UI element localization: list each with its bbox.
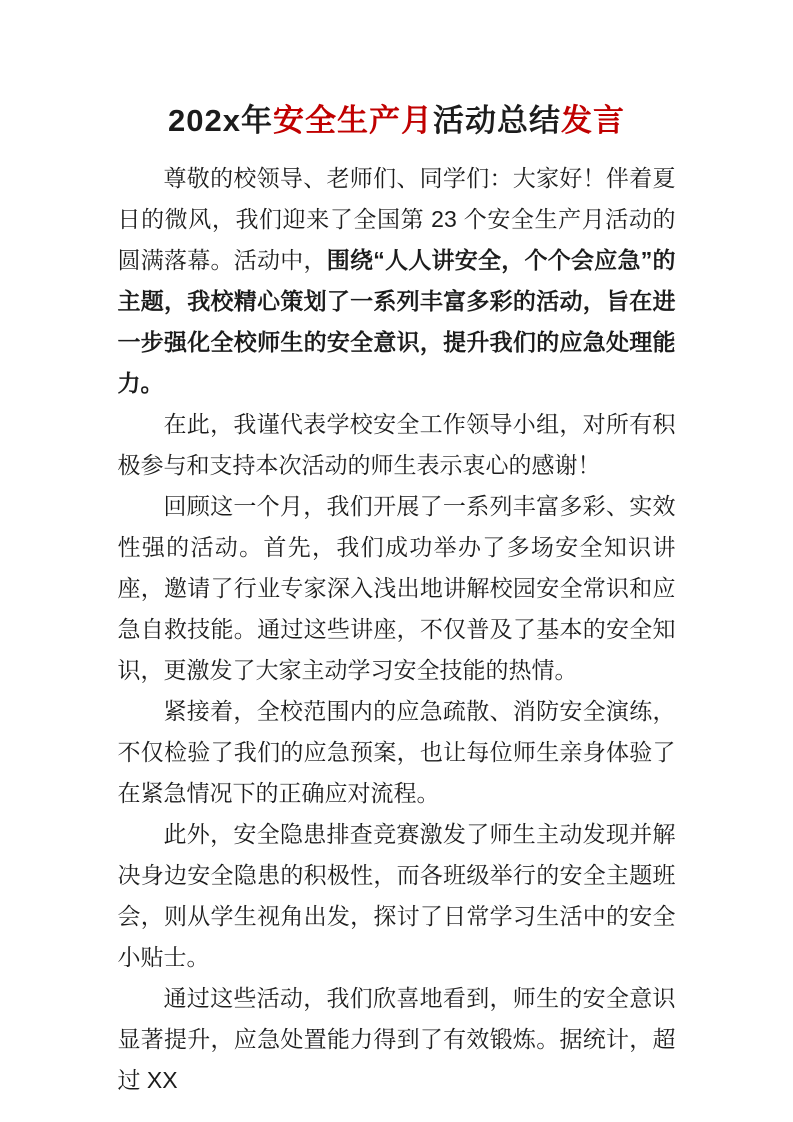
paragraph-run: 在此，我谨代表学校安全工作领导小组，对所有积极参与和支持本次活动的师生表示衷心的感谢！ bbox=[117, 411, 676, 478]
paragraph-run: 尊敬的校领导、老师们、同学们：大家好！伴着夏日的微风，我们迎来了全国第 23 个安全生产月活动的圆满落幕。活动中， bbox=[117, 165, 676, 273]
paragraph bbox=[118, 691, 676, 814]
paragraph bbox=[118, 158, 676, 404]
paragraph-run: 紧接着，全校范围内的应急疏散、消防安全演练，不仅检验了我们的应急预案，也让每位师生亲身体验了在紧急情况下的正确应对流程。 bbox=[117, 698, 676, 806]
paragraph-run: 此外，安全隐患排查竞赛激发了师生主动发现并解决身边安全隐患的积极性，而各班级举行的安全主题班会，则从学生视角出发，探讨了日常学习生活中的安全小贴士。 bbox=[117, 821, 676, 970]
paragraph-run-bold: 围绕“人人讲安全，个个会应急”的主题，我校精心策划了一系列丰富多彩的活动，旨在进一步强化全校师生的安全意识，提升我们的应急处理能力。 bbox=[117, 247, 676, 396]
paragraph bbox=[118, 486, 676, 691]
paragraph-run: 回顾这一个月，我们开展了一系列丰富多彩、实效性强的活动。首先，我们成功举办了多场安全知识讲座，邀请了行业专家深入浅出地讲解校园安全常识和应急自救技能。通过这些讲座，不仅普及了基本的安全知识，更激发了大家主动学习安全技能的热情。 bbox=[117, 493, 676, 683]
document-body bbox=[118, 158, 676, 1101]
title-segment: 发言 bbox=[560, 103, 625, 138]
paragraph bbox=[118, 404, 676, 486]
document-title bbox=[0, 0, 793, 141]
paragraph bbox=[118, 814, 676, 978]
title-segment: 活动总结 bbox=[432, 103, 561, 138]
title-segment: 202x年 bbox=[168, 103, 273, 138]
paragraph bbox=[118, 978, 676, 1101]
title-segment: 安全生产月 bbox=[272, 103, 433, 138]
paragraph-run: 通过这些活动，我们欣喜地看到，师生的安全意识显著提升，应急处置能力得到了有效锻炼。据统计，超过 XX bbox=[117, 985, 676, 1093]
